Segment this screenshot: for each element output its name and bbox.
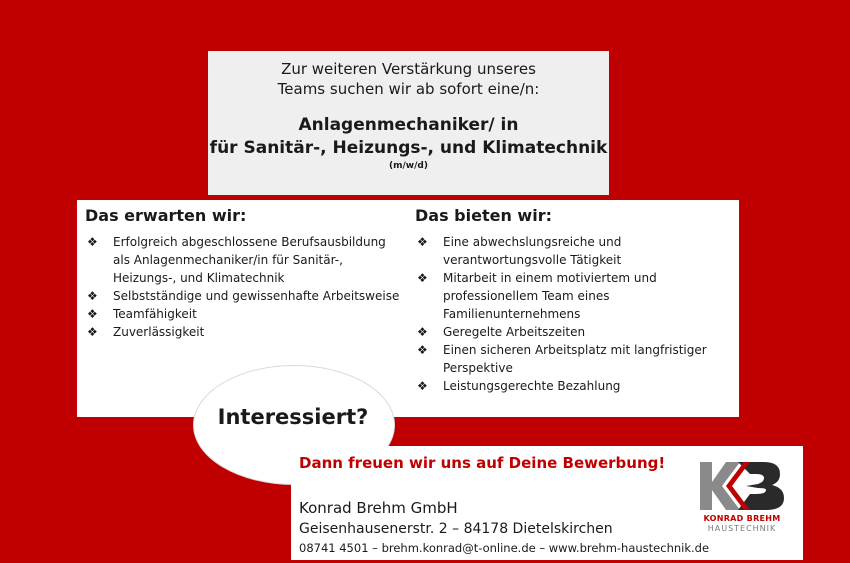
diamond-bullet-icon: ❖ — [417, 271, 428, 285]
diamond-bullet-icon: ❖ — [87, 235, 98, 249]
offer-heading: Das bieten wir: — [415, 206, 552, 225]
kb-logo-icon — [698, 460, 786, 512]
requirements-benefits-box — [77, 200, 739, 417]
expect-column — [85, 206, 405, 341]
call-to-action: Dann freuen wir uns auf Deine Bewerbung! — [299, 454, 666, 472]
intro-line-2: Teams suchen wir ab sofort eine/n: — [277, 80, 540, 98]
intro-text — [208, 59, 609, 99]
diamond-bullet-icon: ❖ — [417, 235, 428, 249]
list-item — [415, 341, 715, 377]
diamond-bullet-icon: ❖ — [417, 325, 428, 339]
offer-list — [415, 233, 715, 395]
logo-sub-text: HAUSTECHNIK — [707, 524, 777, 533]
list-item — [415, 233, 715, 269]
list-item — [415, 269, 715, 323]
gender-note: (m/w/d) — [389, 161, 428, 171]
list-item — [85, 287, 405, 305]
company-name: Konrad Brehm GmbH — [299, 499, 458, 517]
list-item — [85, 323, 405, 341]
list-item — [85, 305, 405, 323]
list-item — [85, 233, 405, 287]
contact-details: 08741 4501 – brehm.konrad@t-online.de – www.brehm-haustechnik.de — [299, 541, 710, 555]
expect-item-text: Zuverlässigkeit — [113, 325, 205, 339]
offer-item-text: Eine abwechslungsreiche und verantwortungsvolle Tätigkeit — [443, 235, 622, 267]
offer-item-text: Geregelte Arbeitszeiten — [443, 325, 586, 339]
expect-item-text: Selbstständige und gewissenhafte Arbeitsweise — [113, 289, 400, 303]
expect-list — [85, 233, 405, 341]
job-title-line-1: Anlagenmechaniker/ in — [298, 115, 519, 135]
job-title-line-2: für Sanitär-, Heizungs-, und Klimatechnik — [209, 138, 608, 158]
diamond-bullet-icon: ❖ — [417, 379, 428, 393]
intro-line-1: Zur weiteren Verstärkung unseres — [281, 60, 536, 78]
offer-item-text: Leistungsgerechte Bezahlung — [443, 379, 621, 393]
logo-brand-text: KONRAD BREHM — [703, 514, 781, 523]
list-item — [415, 377, 715, 395]
expect-heading: Das erwarten wir: — [85, 206, 247, 225]
company-address: Geisenhausenerstr. 2 – 84178 Dietelskirchen — [299, 521, 613, 537]
diamond-bullet-icon: ❖ — [87, 325, 98, 339]
expect-item-text: Teamfähigkeit — [113, 307, 197, 321]
job-title — [208, 114, 609, 160]
diamond-bullet-icon: ❖ — [417, 343, 428, 357]
interested-label: Interessiert? — [217, 405, 369, 429]
list-item — [415, 323, 715, 341]
diamond-bullet-icon: ❖ — [87, 307, 98, 321]
offer-column — [415, 206, 715, 395]
offer-item-text: Mitarbeit in einem motiviertem und professionellem Team eines Familienunternehmens — [443, 271, 657, 321]
company-logo — [694, 460, 790, 538]
offer-item-text: Einen sicheren Arbeitsplatz mit langfristiger Perspektive — [443, 343, 707, 375]
job-header-box — [208, 51, 609, 195]
diamond-bullet-icon: ❖ — [87, 289, 98, 303]
contact-box — [291, 446, 803, 560]
expect-item-text: Erfolgreich abgeschlossene Berufsausbildung als Anlagenmechaniker/in für Sanitär-, Heizungs-, und Klimatechnik — [113, 235, 386, 285]
